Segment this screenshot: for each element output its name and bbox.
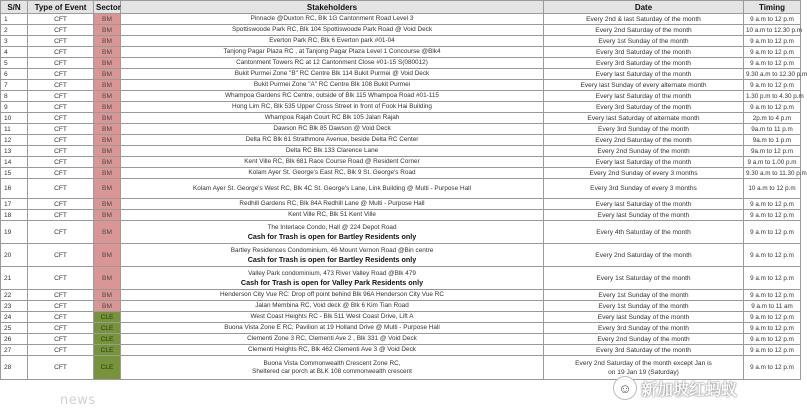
row-stakeholders bbox=[121, 221, 544, 244]
row-timing: 10 a.m to 12.30 p.m bbox=[744, 25, 801, 36]
row-timing: 9 a.m to 12 p.m bbox=[744, 356, 801, 380]
row-date: Every last Saturday of the month bbox=[544, 91, 744, 102]
row-date: Every 1st Sunday of the month bbox=[544, 290, 744, 301]
table-body bbox=[1, 14, 807, 380]
stakeholder-line: West Coast Heights RC - Blk 511 West Coast Drive, Lift A bbox=[250, 313, 414, 320]
row-date: Every 1st Sunday of the month bbox=[544, 36, 744, 47]
stakeholder-line: Jalan Membina RC, Void deck @ Blk 6 Kim Tian Road bbox=[255, 302, 409, 309]
row-type-of-event: CFT bbox=[28, 290, 94, 301]
row-sn: 12 bbox=[1, 135, 28, 146]
row-stakeholders bbox=[121, 25, 544, 36]
row-sector: BM bbox=[94, 91, 121, 102]
table-row bbox=[1, 91, 801, 102]
row-date: Every last Saturday of the month bbox=[544, 199, 744, 210]
row-sn: 14 bbox=[1, 157, 28, 168]
row-sn: 25 bbox=[1, 323, 28, 334]
row-sn: 5 bbox=[1, 58, 28, 69]
table-row bbox=[1, 58, 801, 69]
row-sector: CLE bbox=[94, 323, 121, 334]
row-stakeholders bbox=[121, 36, 544, 47]
row-timing: 9 a.m to 12 p.m bbox=[744, 323, 801, 334]
row-stakeholders bbox=[121, 47, 544, 58]
row-date: Every last Sunday of the month bbox=[544, 312, 744, 323]
stakeholder-line: Tanjong Pagar Plaza RC , at Tanjong Pagar Plaza Level 1 Concourse @Blk4 bbox=[223, 48, 441, 55]
row-sector: BM bbox=[94, 47, 121, 58]
row-type-of-event: CFT bbox=[28, 168, 94, 179]
stakeholder-line: Sheltered car porch at BLK 108 commonwealth crescent bbox=[252, 367, 412, 375]
row-timing: 9 a.m to 12 p.m bbox=[744, 244, 801, 267]
row-type-of-event: CFT bbox=[28, 36, 94, 47]
row-timing: 10 a.m to 12 p.m bbox=[744, 179, 801, 199]
row-sn: 2 bbox=[1, 25, 28, 36]
row-sn: 3 bbox=[1, 36, 28, 47]
news-watermark: news bbox=[60, 393, 96, 408]
stakeholder-line: Redhill Gardens RC, Blk 84A Redhill Lane @ Multi - Purpose Hall bbox=[239, 200, 425, 207]
row-type-of-event: CFT bbox=[28, 157, 94, 168]
row-type-of-event: CFT bbox=[28, 14, 94, 25]
row-sector: BM bbox=[94, 102, 121, 113]
row-type-of-event: CFT bbox=[28, 334, 94, 345]
row-timing: 9 a.m to 12 p.m bbox=[744, 290, 801, 301]
row-stakeholders bbox=[121, 312, 544, 323]
row-date: Every 1st Sunday of the month bbox=[544, 301, 744, 312]
row-stakeholders bbox=[121, 356, 544, 380]
row-type-of-event: CFT bbox=[28, 179, 94, 199]
row-stakeholders bbox=[121, 69, 544, 80]
row-timing: 9 a.m to 12 p.m bbox=[744, 312, 801, 323]
row-sector: BM bbox=[94, 199, 121, 210]
row-date: Every 2nd Sunday of the month bbox=[544, 146, 744, 157]
row-date: Every 3rd Sunday of the month bbox=[544, 124, 744, 135]
header-stakeholders: Stakeholders bbox=[121, 1, 544, 14]
date-line: Every 2nd Saturday of the month except Jan is bbox=[575, 359, 712, 367]
stakeholder-line: Dawson RC Blk 85 Dawson @ Void Deck bbox=[273, 125, 391, 132]
row-sn: 10 bbox=[1, 113, 28, 124]
date-line: on 19 Jan 19 (Saturday) bbox=[608, 368, 679, 376]
row-sn: 15 bbox=[1, 168, 28, 179]
row-sn: 4 bbox=[1, 47, 28, 58]
row-stakeholders bbox=[121, 135, 544, 146]
row-timing: 9 a.m to 12 p.m bbox=[744, 345, 801, 356]
row-type-of-event: CFT bbox=[28, 58, 94, 69]
row-stakeholders bbox=[121, 334, 544, 345]
row-timing: 9 a.m to 12 p.m bbox=[744, 14, 801, 25]
channel-watermark-text: 新加坡红蚂蚁 bbox=[641, 379, 738, 399]
table-row bbox=[1, 146, 801, 157]
row-date: Every 2nd Sunday of every 3 months bbox=[544, 168, 744, 179]
row-type-of-event: CFT bbox=[28, 312, 94, 323]
row-stakeholders bbox=[121, 179, 544, 199]
row-sector: CLE bbox=[94, 334, 121, 345]
header-type-of-event: Type of Event bbox=[28, 1, 94, 14]
row-timing: 9a.m to 1 p.m bbox=[744, 135, 801, 146]
table-row bbox=[1, 157, 801, 168]
row-sn: 24 bbox=[1, 312, 28, 323]
stakeholder-line: Delta RC Blk 133 Clarence Lane bbox=[285, 147, 379, 154]
table-row bbox=[1, 36, 801, 47]
row-sn: 17 bbox=[1, 199, 28, 210]
table-row bbox=[1, 290, 801, 301]
stakeholder-line: Delta RC Blk 61 Strathmore Avenue, beside Delta RC Center bbox=[245, 136, 419, 143]
table-row bbox=[1, 210, 801, 221]
stakeholder-line: Bukit Purmei Zone "A" RC Centre Blk 108 Bukit Purmei bbox=[253, 81, 411, 88]
row-stakeholders bbox=[121, 267, 544, 290]
row-sector: BM bbox=[94, 244, 121, 267]
table-row bbox=[1, 69, 801, 80]
row-sector: BM bbox=[94, 157, 121, 168]
row-type-of-event: CFT bbox=[28, 91, 94, 102]
row-timing: 9 a.m to 12 p.m bbox=[744, 102, 801, 113]
stakeholder-line: Whampoa Gardens RC Centre, outside of Blk 115 Whampoa Road #01-115 bbox=[225, 92, 439, 99]
row-timing: 9a.m to 12 p.m bbox=[744, 146, 801, 157]
row-stakeholders bbox=[121, 113, 544, 124]
row-sector: BM bbox=[94, 301, 121, 312]
row-date: Every 1st Saturday of the month bbox=[544, 267, 744, 290]
stakeholder-line: Clementi Zone 3 RC, Clementi Ave 2 , Blk 331 @ Void Deck bbox=[247, 335, 417, 342]
row-sector: BM bbox=[94, 58, 121, 69]
stakeholder-line: Clementi Heights RC, Blk 462 Clementi Ave 3 @ Void Deck bbox=[248, 346, 416, 353]
stakeholder-line: Spottiswoode Park RC, Blk 104 Spottiswoode Park Road @ Void Deck bbox=[231, 26, 433, 33]
row-timing: 9 a.m to 12 p.m bbox=[744, 47, 801, 58]
row-sector: BM bbox=[94, 113, 121, 124]
table-row bbox=[1, 244, 801, 267]
row-sector: CLE bbox=[94, 312, 121, 323]
stakeholder-line: Whampoa Rajah Court RC Blk 105 Jalan Rajah bbox=[264, 114, 400, 121]
table-row bbox=[1, 221, 801, 244]
row-type-of-event: CFT bbox=[28, 102, 94, 113]
table-row bbox=[1, 301, 801, 312]
row-timing: 9 a.m to 12 p.m bbox=[744, 199, 801, 210]
row-sector: BM bbox=[94, 168, 121, 179]
row-date: Every 2nd Saturday of the month bbox=[544, 244, 744, 267]
table-header-row bbox=[1, 1, 801, 14]
row-date: Every last Sunday of every alternate month bbox=[544, 80, 744, 91]
table-row bbox=[1, 14, 801, 25]
row-sn: 20 bbox=[1, 244, 28, 267]
table-row bbox=[1, 345, 801, 356]
row-timing: 9 a.m to 12 p.m bbox=[744, 36, 801, 47]
table-row bbox=[1, 80, 801, 91]
row-sector: BM bbox=[94, 36, 121, 47]
table-row bbox=[1, 135, 801, 146]
stakeholder-line: Hong Lim RC, Blk 535 Upper Cross Street in front of Fook Hai Building bbox=[232, 103, 432, 110]
row-timing: 9.30 a.m to 11.30 p.m bbox=[744, 168, 801, 179]
row-type-of-event: CFT bbox=[28, 113, 94, 124]
row-type-of-event: CFT bbox=[28, 221, 94, 244]
row-timing: 9 a.m to 12 p.m bbox=[744, 58, 801, 69]
row-date: Every 3rd Sunday of the month bbox=[544, 323, 744, 334]
row-sn: 6 bbox=[1, 69, 28, 80]
row-timing: 9 a.m to 12 p.m bbox=[744, 267, 801, 290]
row-date: Every 2nd Sunday of the month bbox=[544, 334, 744, 345]
row-type-of-event: CFT bbox=[28, 267, 94, 290]
row-sector: BM bbox=[94, 124, 121, 135]
row-stakeholders bbox=[121, 58, 544, 69]
row-sn: 27 bbox=[1, 345, 28, 356]
stakeholder-line: Kent Ville RC, Blk 51 Kent Ville bbox=[288, 211, 376, 218]
row-type-of-event: CFT bbox=[28, 135, 94, 146]
row-date: Every last Sunday of the month bbox=[544, 210, 744, 221]
row-sn: 22 bbox=[1, 290, 28, 301]
row-sector: BM bbox=[94, 221, 121, 244]
row-type-of-event: CFT bbox=[28, 47, 94, 58]
table-row bbox=[1, 323, 801, 334]
row-sn: 1 bbox=[1, 14, 28, 25]
header-sn: S/N bbox=[1, 1, 28, 14]
row-sector: BM bbox=[94, 25, 121, 36]
row-stakeholders bbox=[121, 80, 544, 91]
row-sector: BM bbox=[94, 135, 121, 146]
stakeholder-line: Buona Vista Zone E RC, Pavilion at 19 Holland Drive @ Multi - Purpose Hall bbox=[224, 324, 440, 331]
residents-only-notice: Cash for Trash is open for Valley Park Residents only bbox=[240, 277, 424, 287]
row-date: Every 3rd Saturday of the month bbox=[544, 102, 744, 113]
row-sn: 11 bbox=[1, 124, 28, 135]
row-date: Every last Saturday of alternate month bbox=[544, 113, 744, 124]
table-row bbox=[1, 25, 801, 36]
table-row bbox=[1, 199, 801, 210]
row-type-of-event: CFT bbox=[28, 69, 94, 80]
table-row bbox=[1, 179, 801, 199]
row-sector: BM bbox=[94, 14, 121, 25]
row-date: Every 3rd Saturday of the month bbox=[544, 345, 744, 356]
row-stakeholders bbox=[121, 290, 544, 301]
row-sn: 16 bbox=[1, 179, 28, 199]
row-timing: 9 a.m to 12 p.m bbox=[744, 80, 801, 91]
residents-only-notice: Cash for Trash is open for Bartley Residents only bbox=[247, 254, 417, 264]
table-row bbox=[1, 334, 801, 345]
row-sn: 19 bbox=[1, 221, 28, 244]
row-sector: BM bbox=[94, 146, 121, 157]
stakeholder-line: Henderson City Vue RC: Drop off point behind Blk 96A Henderson City Vue RC bbox=[220, 291, 444, 298]
residents-only-notice: Cash for Trash is open for Bartley Residents only bbox=[247, 231, 417, 241]
row-timing: 9 a.m to 12 p.m bbox=[744, 210, 801, 221]
row-stakeholders bbox=[121, 14, 544, 25]
row-sector: BM bbox=[94, 267, 121, 290]
row-timing: 9.30 a.m to 12.30 p.m bbox=[744, 69, 801, 80]
row-date: Every 3rd Sunday of every 3 months bbox=[544, 179, 744, 199]
stakeholder-line: Buona Vista Commonwealth Crescent Zone RC, bbox=[263, 359, 401, 367]
row-type-of-event: CFT bbox=[28, 80, 94, 91]
table-row bbox=[1, 102, 801, 113]
row-date: Every last Saturday of the month bbox=[544, 157, 744, 168]
row-type-of-event: CFT bbox=[28, 356, 94, 380]
row-timing: 9 a.m to 12 p.m bbox=[744, 334, 801, 345]
row-sn: 26 bbox=[1, 334, 28, 345]
row-type-of-event: CFT bbox=[28, 244, 94, 267]
table-row bbox=[1, 267, 801, 290]
row-sector: BM bbox=[94, 179, 121, 199]
row-stakeholders bbox=[121, 210, 544, 221]
row-stakeholders bbox=[121, 124, 544, 135]
table-row bbox=[1, 168, 801, 179]
row-sn: 13 bbox=[1, 146, 28, 157]
row-stakeholders bbox=[121, 157, 544, 168]
header-date: Date bbox=[544, 1, 744, 14]
row-sn: 21 bbox=[1, 267, 28, 290]
row-type-of-event: CFT bbox=[28, 25, 94, 36]
row-sector: BM bbox=[94, 69, 121, 80]
stakeholder-line: Everton Park RC, Blk 6 Everton park #01-04 bbox=[269, 37, 395, 44]
row-stakeholders bbox=[121, 244, 544, 267]
chat-logo-icon: ☺ bbox=[613, 376, 637, 400]
row-stakeholders bbox=[121, 345, 544, 356]
table-row bbox=[1, 47, 801, 58]
row-date: Every 3rd Saturday of the month bbox=[544, 58, 744, 69]
row-timing: 9 a.m to 11 am bbox=[744, 301, 801, 312]
row-stakeholders bbox=[121, 168, 544, 179]
row-date: Every 2nd Saturday of the month bbox=[544, 25, 744, 36]
row-sector: BM bbox=[94, 80, 121, 91]
row-type-of-event: CFT bbox=[28, 146, 94, 157]
stakeholder-line: Pinnacle @Duxton RC, Blk 1G Cantonment Road Level 3 bbox=[250, 15, 414, 22]
row-sn: 9 bbox=[1, 102, 28, 113]
row-sector: CLE bbox=[94, 345, 121, 356]
stakeholder-line: Bartley Residences Condominium, 46 Mount Vernon Road @Bin centre bbox=[230, 246, 434, 254]
row-timing: 9 a.m to 1.00 p.m bbox=[744, 157, 801, 168]
row-sn: 28 bbox=[1, 356, 28, 380]
stakeholder-line: Kolam Ayer St. George's East RC, Blk 9 St. George's Road bbox=[248, 169, 416, 176]
row-timing: 2p.m to 4 p.m bbox=[744, 113, 801, 124]
row-stakeholders bbox=[121, 301, 544, 312]
stakeholder-line: Cantonment Towers RC at 12 Cantonment Close #01-15 S(080012) bbox=[236, 59, 428, 66]
row-date: Every 4th Saturday of the month bbox=[544, 221, 744, 244]
row-type-of-event: CFT bbox=[28, 199, 94, 210]
row-sector: CLE bbox=[94, 356, 121, 380]
table-row bbox=[1, 124, 801, 135]
row-sn: 23 bbox=[1, 301, 28, 312]
row-sector: BM bbox=[94, 290, 121, 301]
stakeholder-line: Bukit Purmei Zone "B" RC Centre Blk 114 Bukit Purmei @ Void Deck bbox=[234, 70, 430, 77]
row-stakeholders bbox=[121, 323, 544, 334]
stakeholder-line: Kent Ville RC, Blk 681 Race Course Road @ Resident Corner bbox=[244, 158, 420, 165]
stakeholder-line: Kolam Ayer St. George's West RC, Blk 4C St. George's Lane, Link Building @ Multi - Purpose Hall bbox=[193, 184, 471, 192]
table-row bbox=[1, 113, 801, 124]
row-sn: 7 bbox=[1, 80, 28, 91]
row-stakeholders bbox=[121, 146, 544, 157]
table-row bbox=[1, 312, 801, 323]
row-timing: 1.30 p.m to 4.30 p.m bbox=[744, 91, 801, 102]
row-date: Every 3rd Saturday of the month bbox=[544, 47, 744, 58]
row-sn: 18 bbox=[1, 210, 28, 221]
stakeholder-line: The Interlace Condo, Hall @ 224 Depot Road bbox=[267, 223, 397, 231]
row-type-of-event: CFT bbox=[28, 345, 94, 356]
channel-watermark bbox=[613, 372, 798, 404]
header-timing: Timing bbox=[744, 1, 801, 14]
row-date: Every 2nd Saturday of the month bbox=[544, 135, 744, 146]
row-sn: 8 bbox=[1, 91, 28, 102]
row-type-of-event: CFT bbox=[28, 210, 94, 221]
row-timing: 9 a.m to 12 p.m bbox=[744, 221, 801, 244]
header-sector: Sector bbox=[94, 1, 121, 14]
row-stakeholders bbox=[121, 91, 544, 102]
row-sector: BM bbox=[94, 210, 121, 221]
row-date: Every last Saturday of the month bbox=[544, 69, 744, 80]
row-stakeholders bbox=[121, 199, 544, 210]
row-type-of-event: CFT bbox=[28, 301, 94, 312]
stakeholder-line: Valley Park condominium, 473 River Valley Road @Blk 479 bbox=[248, 269, 416, 277]
row-timing: 9a.m to 11 p.m bbox=[744, 124, 801, 135]
row-stakeholders bbox=[121, 102, 544, 113]
row-date: Every 2nd & last Saturday of the month bbox=[544, 14, 744, 25]
row-type-of-event: CFT bbox=[28, 323, 94, 334]
row-type-of-event: CFT bbox=[28, 124, 94, 135]
